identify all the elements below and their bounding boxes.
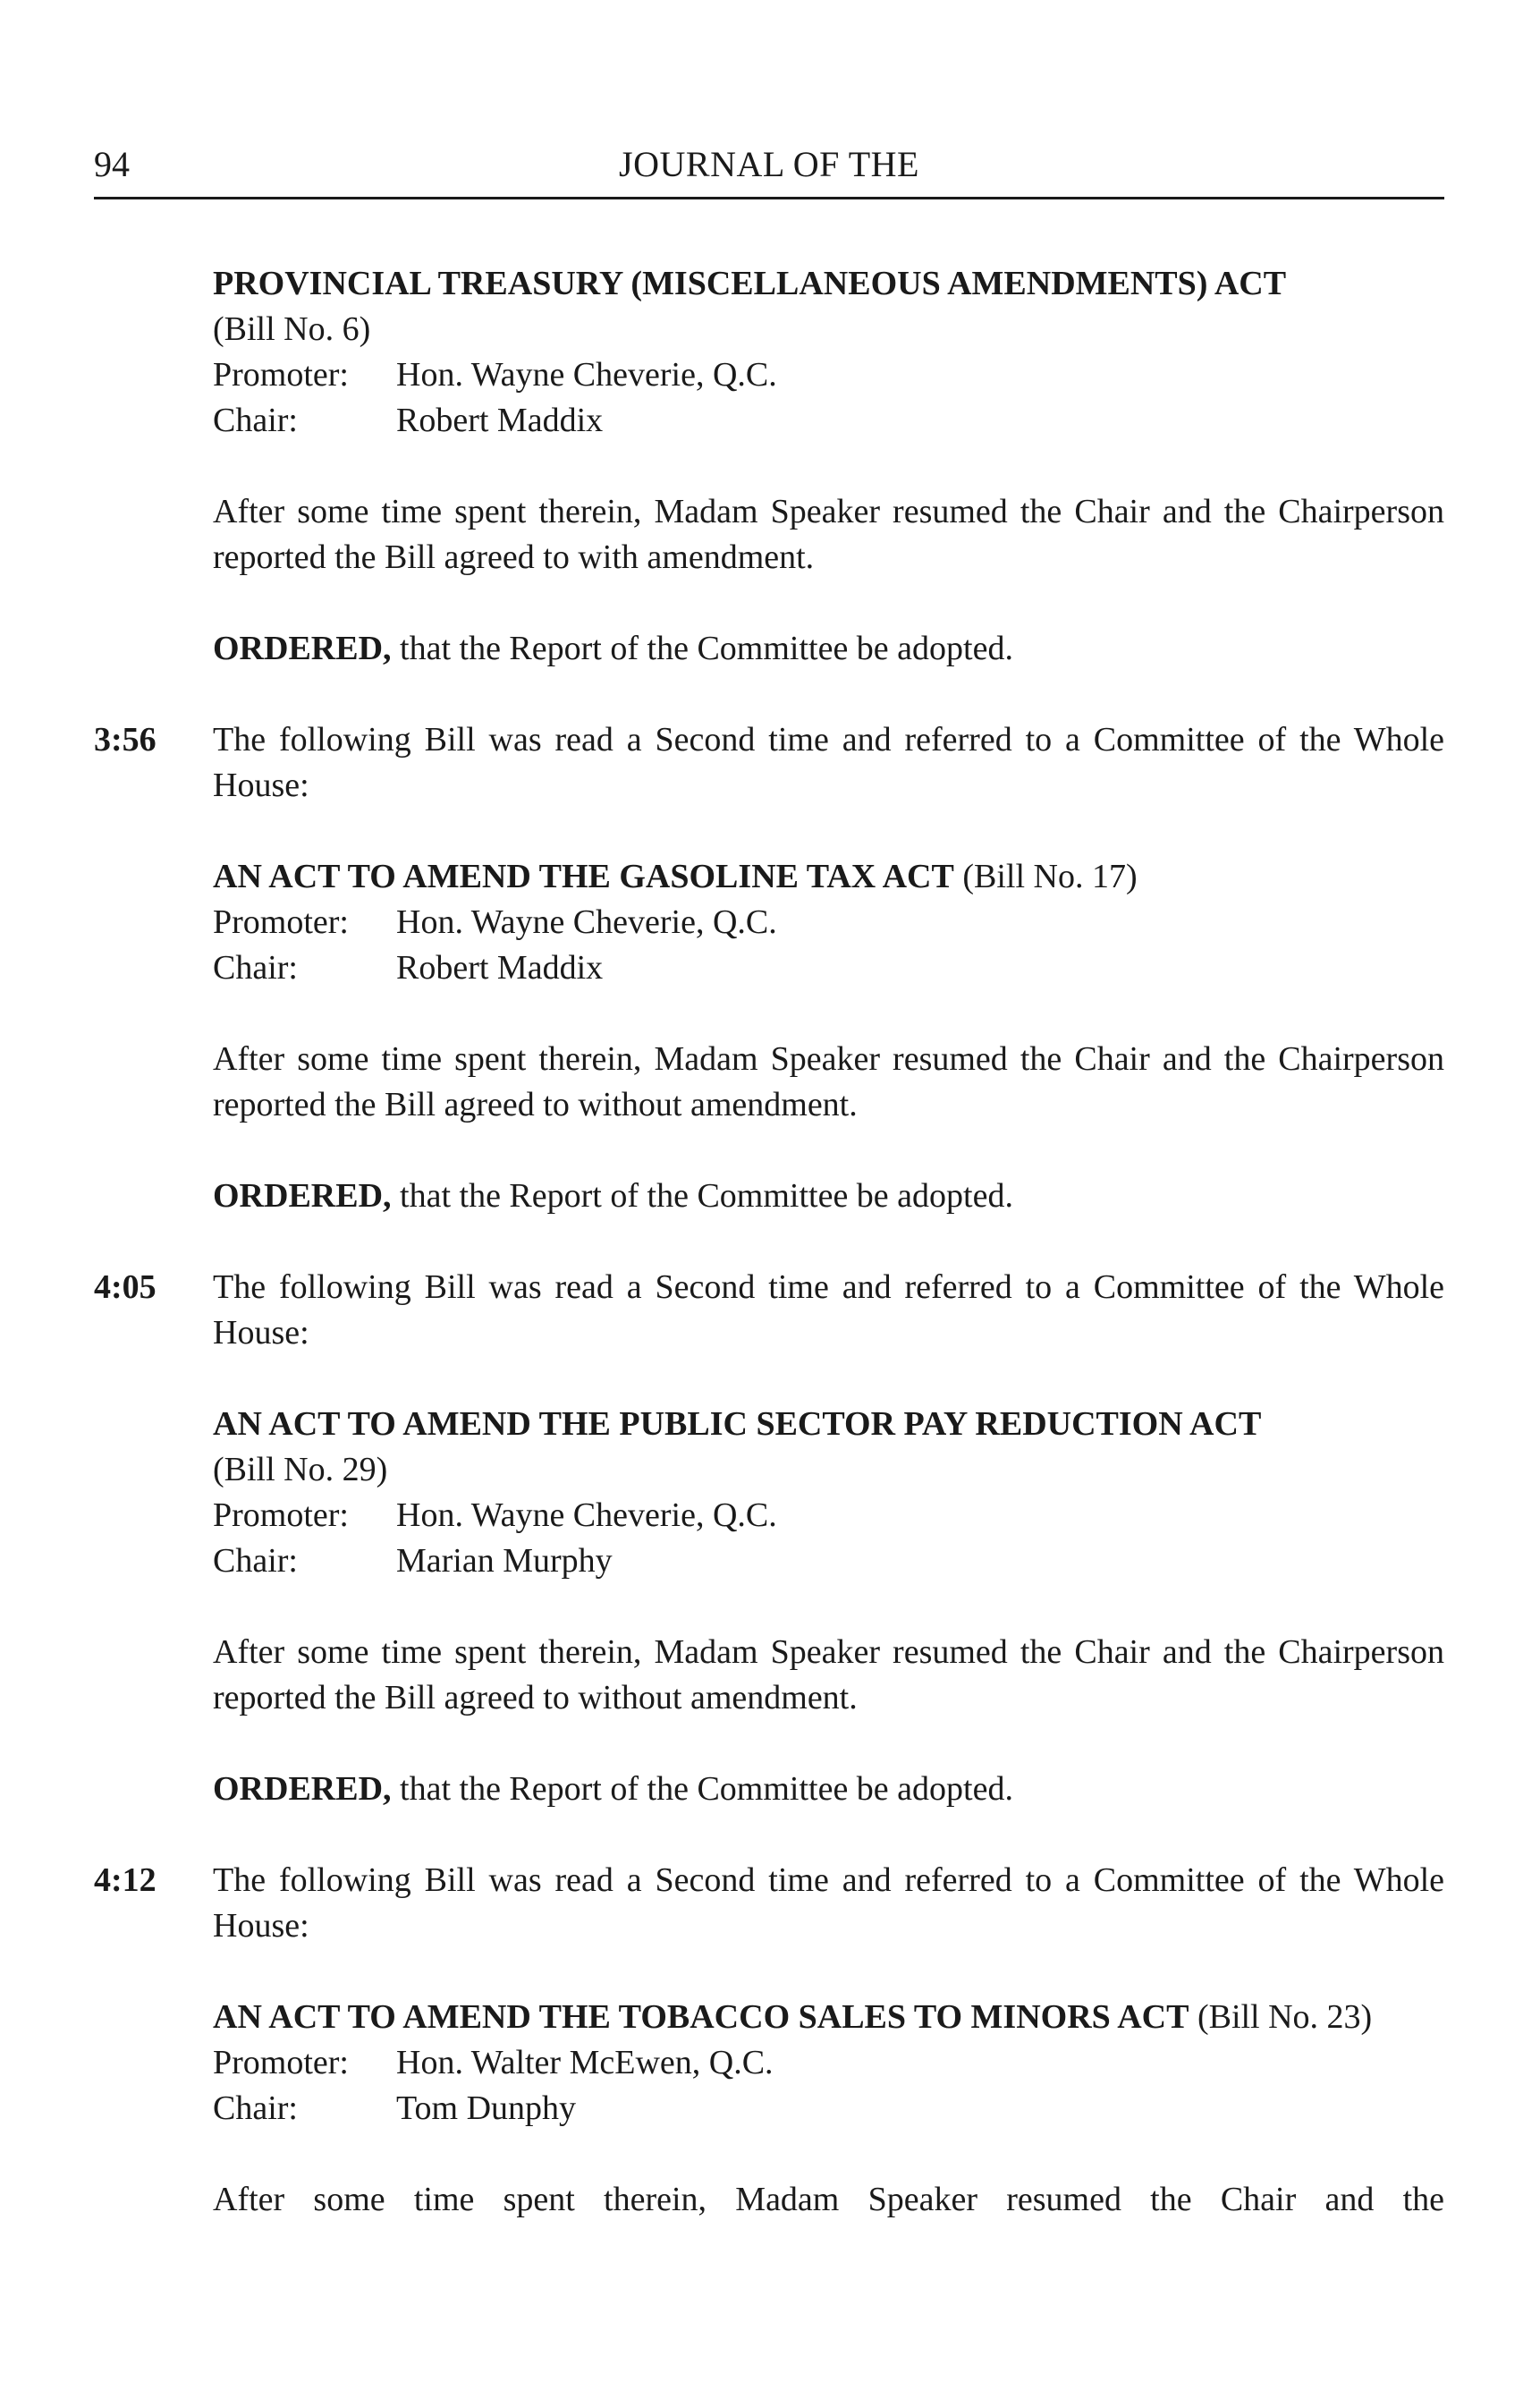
bill-number: (Bill No. 23) — [1197, 1998, 1373, 2036]
chair-row — [213, 945, 1444, 991]
promoter-name: Hon. Wayne Cheverie, Q.C. — [396, 1496, 777, 1534]
journal-body — [94, 261, 1444, 2223]
intro-text: The following Bill was read a Second time and referred to a Committee of the Whole House: — [213, 1861, 1444, 1945]
bill-title: PROVINCIAL TREASURY (MISCELLANEOUS AMENDMENTS) ACT — [213, 265, 1287, 302]
ordered-label: ORDERED, — [213, 1177, 392, 1215]
entry-time: 3:56 — [94, 721, 157, 759]
report-paragraph: After some time spent therein, Madam Speaker resumed the Chair and the Chairperson reported the Bill agreed to without amendment. — [213, 1633, 1444, 1716]
promoter-label: Promoter: — [213, 356, 349, 394]
chair-name: Tom Dunphy — [396, 2089, 577, 2127]
chair-label: Chair: — [213, 402, 298, 439]
chair-name: Robert Maddix — [396, 402, 604, 439]
running-head: JOURNAL OF THE — [619, 144, 919, 184]
intro-text: The following Bill was read a Second time and referred to a Committee of the Whole House: — [213, 1268, 1444, 1352]
bill-title: AN ACT TO AMEND THE PUBLIC SECTOR PAY REDUCTION ACT — [213, 1405, 1262, 1443]
promoter-label: Promoter: — [213, 1496, 349, 1534]
chair-name: Marian Murphy — [396, 1542, 613, 1580]
bill-title: AN ACT TO AMEND THE GASOLINE TAX ACT — [213, 858, 954, 895]
chair-row — [213, 398, 1444, 444]
bill-heading — [213, 261, 1444, 352]
ordered-label: ORDERED, — [213, 1770, 392, 1808]
entry-intro — [94, 1265, 1444, 1356]
ordered-text: that the Report of the Committee be adopted. — [400, 1770, 1013, 1808]
bill-number: (Bill No. 29) — [213, 1451, 388, 1488]
ordered-paragraph — [94, 626, 1444, 672]
promoter-name: Hon. Wayne Cheverie, Q.C. — [396, 356, 777, 394]
bill-number: (Bill No. 6) — [213, 310, 371, 348]
chair-row — [213, 1538, 1444, 1584]
bill-block — [94, 1402, 1444, 1584]
entry-intro — [94, 717, 1444, 809]
promoter-row — [213, 1493, 1444, 1538]
entry-time: 4:05 — [94, 1268, 157, 1306]
promoter-label: Promoter: — [213, 2044, 349, 2081]
chair-label: Chair: — [213, 949, 298, 987]
bill-block — [94, 1995, 1444, 2132]
bill-number: (Bill No. 17) — [962, 858, 1138, 895]
promoter-row — [213, 900, 1444, 945]
intro-text: The following Bill was read a Second time and referred to a Committee of the Whole House: — [213, 721, 1444, 804]
ordered-paragraph — [94, 1174, 1444, 1219]
bill-block — [94, 261, 1444, 444]
page-number: 94 — [94, 144, 130, 184]
promoter-name: Hon. Walter McEwen, Q.C. — [396, 2044, 774, 2081]
ordered-text: that the Report of the Committee be adopted. — [400, 1177, 1013, 1215]
promoter-row — [213, 2040, 1444, 2086]
report-paragraph: After some time spent therein, Madam Speaker resumed the Chair and the — [213, 2181, 1444, 2218]
ordered-paragraph — [94, 1767, 1444, 1812]
entry-time: 4:12 — [94, 1861, 157, 1899]
bill-title: AN ACT TO AMEND THE TOBACCO SALES TO MINORS ACT — [213, 1998, 1189, 2036]
bill-block — [94, 854, 1444, 991]
ordered-text: that the Report of the Committee be adopted. — [400, 630, 1013, 667]
chair-name: Robert Maddix — [396, 949, 604, 987]
promoter-name: Hon. Wayne Cheverie, Q.C. — [396, 903, 777, 941]
chair-label: Chair: — [213, 2089, 298, 2127]
report-paragraph: After some time spent therein, Madam Speaker resumed the Chair and the Chairperson reported the Bill agreed to without amendment. — [213, 1040, 1444, 1123]
page-header — [94, 143, 1444, 199]
chair-label: Chair: — [213, 1542, 298, 1580]
promoter-label: Promoter: — [213, 903, 349, 941]
bill-heading — [213, 1995, 1444, 2040]
chair-row — [213, 2086, 1444, 2132]
entry-intro — [94, 1858, 1444, 1949]
report-paragraph: After some time spent therein, Madam Speaker resumed the Chair and the Chairperson reported the Bill agreed to with amendment. — [213, 493, 1444, 576]
bill-heading — [213, 854, 1444, 900]
bill-heading — [213, 1402, 1444, 1493]
ordered-label: ORDERED, — [213, 630, 392, 667]
promoter-row — [213, 352, 1444, 398]
